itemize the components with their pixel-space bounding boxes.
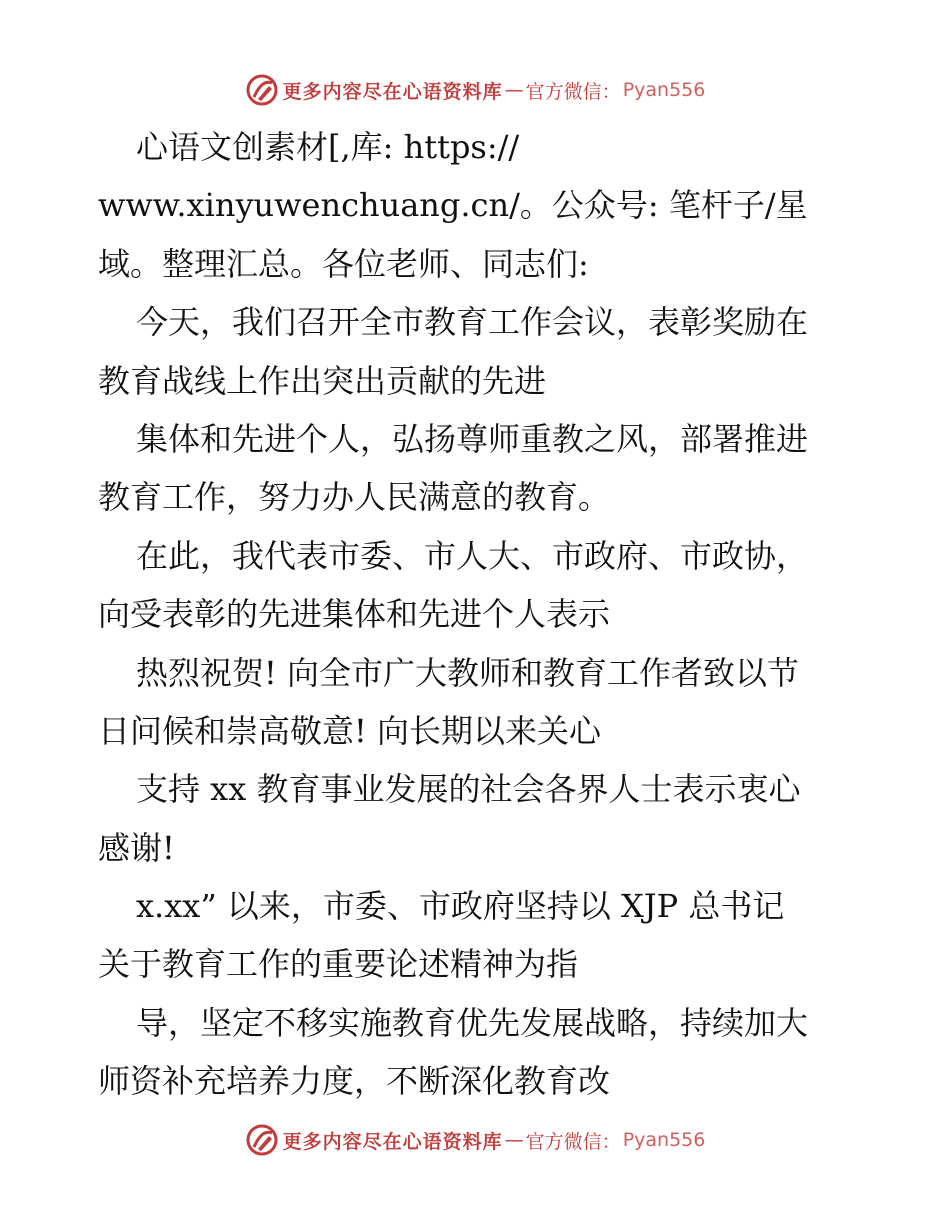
banner-main-text: 更多内容尽在心语资料库: [282, 80, 503, 103]
text-line: 域。整理汇总。各位老师、同志们:: [98, 244, 589, 283]
banner-wechat-label: 官方微信：: [525, 80, 621, 103]
banner-dash: —: [504, 1129, 524, 1151]
text-line: 今天，我们召开全市教育工作会议，表彰奖励在: [136, 303, 809, 342]
pen-swirl-logo-icon: [245, 73, 279, 107]
text-line: 支持 xx 教育事业发展的社会各界人士表示衷心: [136, 770, 801, 809]
text-line: x.xx” 以来，市委、市政府坚持以 XJP 总书记: [136, 887, 785, 926]
text-line: 师资补充培养力度，不断深化教育改: [98, 1062, 611, 1101]
text-line: 集体和先进个人，弘扬尊师重教之风，部署推进: [136, 419, 809, 458]
banner-wechat-label: 官方微信：: [525, 1130, 621, 1153]
text-line: 感谢!: [98, 828, 175, 867]
text-line: 教育工作，努力办人民满意的教育。: [98, 478, 611, 517]
banner-dash: —: [504, 79, 524, 101]
text-line: www.xinyuwenchuang.cn/。公众号: 笔杆子/星: [98, 186, 808, 225]
text-line: 教育战线上作出突出贡献的先进: [98, 361, 547, 400]
banner-main-text: 更多内容尽在心语资料库: [282, 1130, 503, 1153]
banner-wechat-id: Pyan556: [622, 1129, 706, 1151]
header-banner: [0, 70, 950, 110]
text-line: 心语文创素材[,库: https://: [136, 128, 520, 166]
banner-wechat-id: Pyan556: [622, 79, 706, 101]
text-line: 导，坚定不移实施教育优先发展战略，持续加大: [136, 1003, 809, 1042]
text-line: 日问候和崇高敬意! 向长期以来关心: [98, 711, 602, 750]
text-line: 关于教育工作的重要论述精神为指: [98, 945, 579, 984]
text-line: 热烈祝贺! 向全市广大教师和教育工作者致以节: [136, 653, 800, 692]
document-body: [98, 118, 858, 1111]
text-line: 在此，我代表市委、市人大、市政府、市政协，: [136, 536, 809, 575]
footer-banner: [0, 1120, 950, 1160]
pen-swirl-logo-icon: [245, 1123, 279, 1157]
text-line: 向受表彰的先进集体和先进个人表示: [98, 595, 611, 634]
